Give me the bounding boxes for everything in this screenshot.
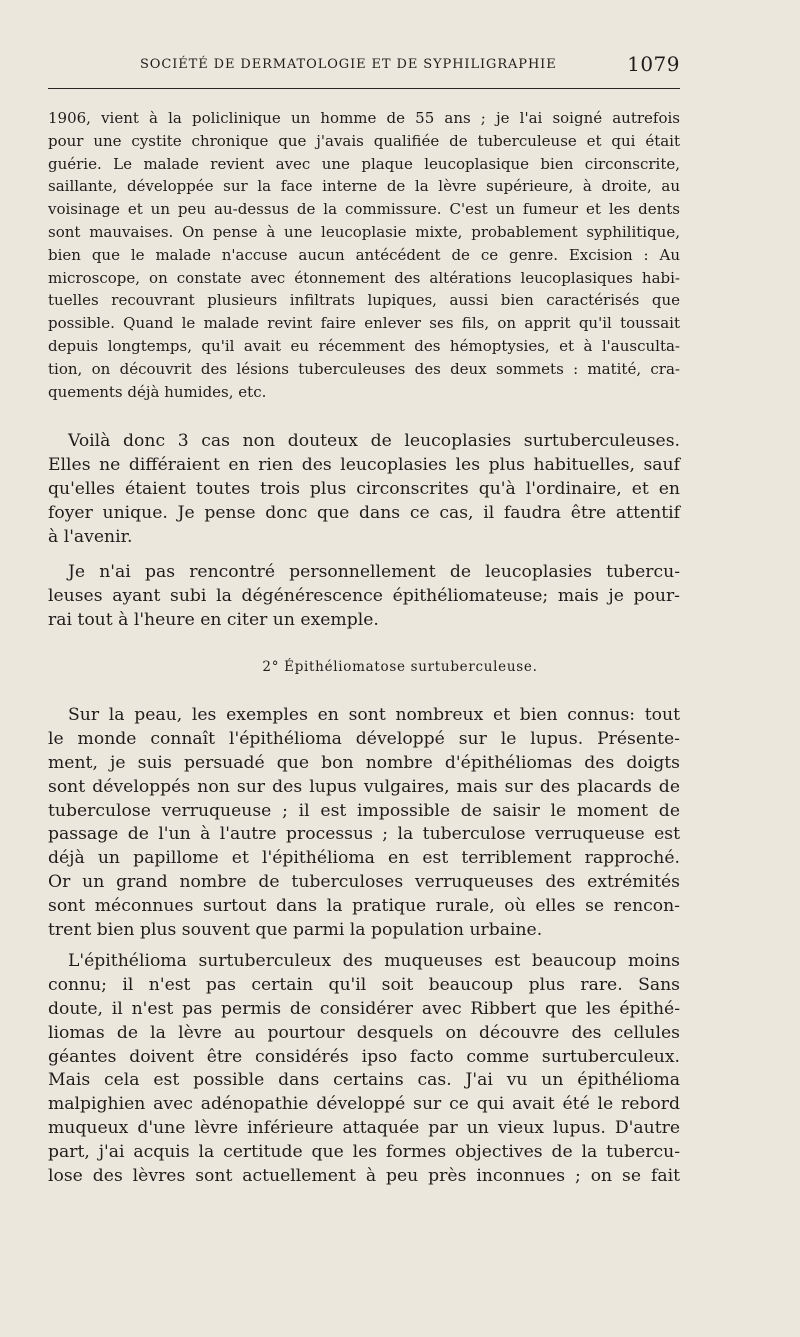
text-line: Or un grand nombre de tuberculoses verruqueuses des extrémités xyxy=(48,872,680,893)
text-line: muqueux d'une lèvre inférieure attaquée par un vieux lupus. D'autre xyxy=(48,1118,680,1139)
text-line: bien que le malade n'accuse aucun antécédent de ce genre. Excision : Au xyxy=(48,245,680,264)
text-line: microscope, on constate avec étonnement des altérations leucoplasiques habi- xyxy=(48,268,680,287)
text-line: passage de l'un à l'autre processus ; la tuberculose verruqueuse est xyxy=(48,824,680,845)
text-line: Mais cela est possible dans certains cas. J'ai vu un épithélioma xyxy=(48,1070,680,1091)
text-line: connu; il n'est pas certain qu'il soit beaucoup plus rare. Sans xyxy=(48,974,680,995)
text-line: sont mauvaises. On pense à une leucoplasie mixte, probablement syphilitique, xyxy=(48,222,680,241)
text-line: guérie. Le malade revient avec une plaque leucoplasique bien circonscrite, xyxy=(48,154,680,173)
page-number: 1079 xyxy=(627,52,680,76)
text-line: trent bien plus souvent que parmi la population urbaine. xyxy=(48,920,543,941)
text-line: géantes doivent être considérés ipso facto comme surtuberculeux. xyxy=(48,1046,680,1067)
text-line: Sur la peau, les exemples en sont nombreux et bien connus: tout xyxy=(68,705,680,725)
case-report-paragraph xyxy=(48,107,680,403)
text-line: ment, je suis persuadé que bon nombre d'épithéliomas des doigts xyxy=(48,752,680,773)
text-line: saillante, développée sur la face interne de la lèvre supérieure, à droite, au xyxy=(48,177,680,196)
text-line: qu'elles étaient toutes trois plus circonscrites qu'à l'ordinaire, et en xyxy=(48,478,680,499)
text-line: Voilà donc 3 cas non douteux de leucoplasies surtuberculeuses. xyxy=(68,431,680,451)
text-line: le monde connaît l'épithélioma développé sur le lupus. Présente- xyxy=(48,728,680,749)
text-line: quements déjà humides, etc. xyxy=(48,382,267,401)
text-line: foyer unique. Je pense donc que dans ce cas, il faudra être attentif xyxy=(48,502,680,523)
text-line: à l'avenir. xyxy=(48,526,133,547)
degeneration-paragraph xyxy=(48,561,680,633)
text-line: sont méconnues surtout dans la pratique rurale, où elles se rencon- xyxy=(48,896,680,917)
skin-examples-paragraph xyxy=(48,704,680,943)
text-line: déjà un papillome et l'épithélioma en est terriblement rapproché. xyxy=(48,848,680,869)
text-line: malpighien avec adénopathie développé sur ce qui avait été le rebord xyxy=(48,1094,680,1115)
text-line: depuis longtemps, qu'il avait eu récemment des hémoptysies, et à l'ausculta- xyxy=(48,336,680,355)
text-line: sont développés non sur des lupus vulgaires, mais sur des placards de xyxy=(48,776,680,797)
text-line: voisinage et un peu au-dessus de la commissure. C'est un fumeur et les dents xyxy=(48,200,680,219)
text-line: pour une cystite chronique que j'avais qualifiée de tuberculeuse et qui était xyxy=(48,131,680,150)
text-line: lose des lèvres sont actuellement à peu près inconnues ; on se fait xyxy=(48,1166,680,1187)
text-line: tuberculose verruqueuse ; il est impossible de saisir le moment de xyxy=(48,800,680,821)
text-line: doute, il n'est pas permis de considérer avec Ribbert que les épithé- xyxy=(48,998,680,1019)
text-line: possible. Quand le malade revint faire enlever ses fils, on apprit qu'il toussait xyxy=(48,314,680,333)
text-line: Je n'ai pas rencontré personnellement de leucoplasies tubercu- xyxy=(68,562,680,582)
text-line: tion, on découvrit des lésions tuberculeuses des deux sommets : matité, cra- xyxy=(48,359,680,378)
text-line: tuelles recouvrant plusieurs infiltrats lupiques, aussi bien caractérisés que xyxy=(48,291,680,310)
text-line: L'épithélioma surtuberculeux des muqueuses est beaucoup moins xyxy=(68,951,680,971)
text-line: Elles ne différaient en rien des leucoplasies les plus habituelles, sauf xyxy=(48,454,680,475)
section-heading: 2° Épithéliomatose surtuberculeuse. xyxy=(262,659,538,675)
header-rule xyxy=(48,88,680,89)
page-header xyxy=(48,52,680,82)
text-line: rai tout à l'heure en citer un exemple. xyxy=(48,609,379,630)
text-line: part, j'ai acquis la certitude que les formes objectives de la tubercu- xyxy=(48,1142,680,1163)
mucosa-paragraph xyxy=(48,950,680,1189)
conclusion-paragraph xyxy=(48,430,680,549)
text-line: liomas de la lèvre au pourtour desquels on découvre des cellules xyxy=(48,1022,680,1043)
running-title: SOCIÉTÉ DE DERMATOLOGIE ET DE SYPHILIGRAPHIE xyxy=(140,57,557,72)
text-line: 1906, vient à la policlinique un homme de 55 ans ; je l'ai soigné autrefois xyxy=(48,109,680,127)
text-line: leuses ayant subi la dégénérescence épithéliomateuse; mais je pour- xyxy=(48,585,680,606)
